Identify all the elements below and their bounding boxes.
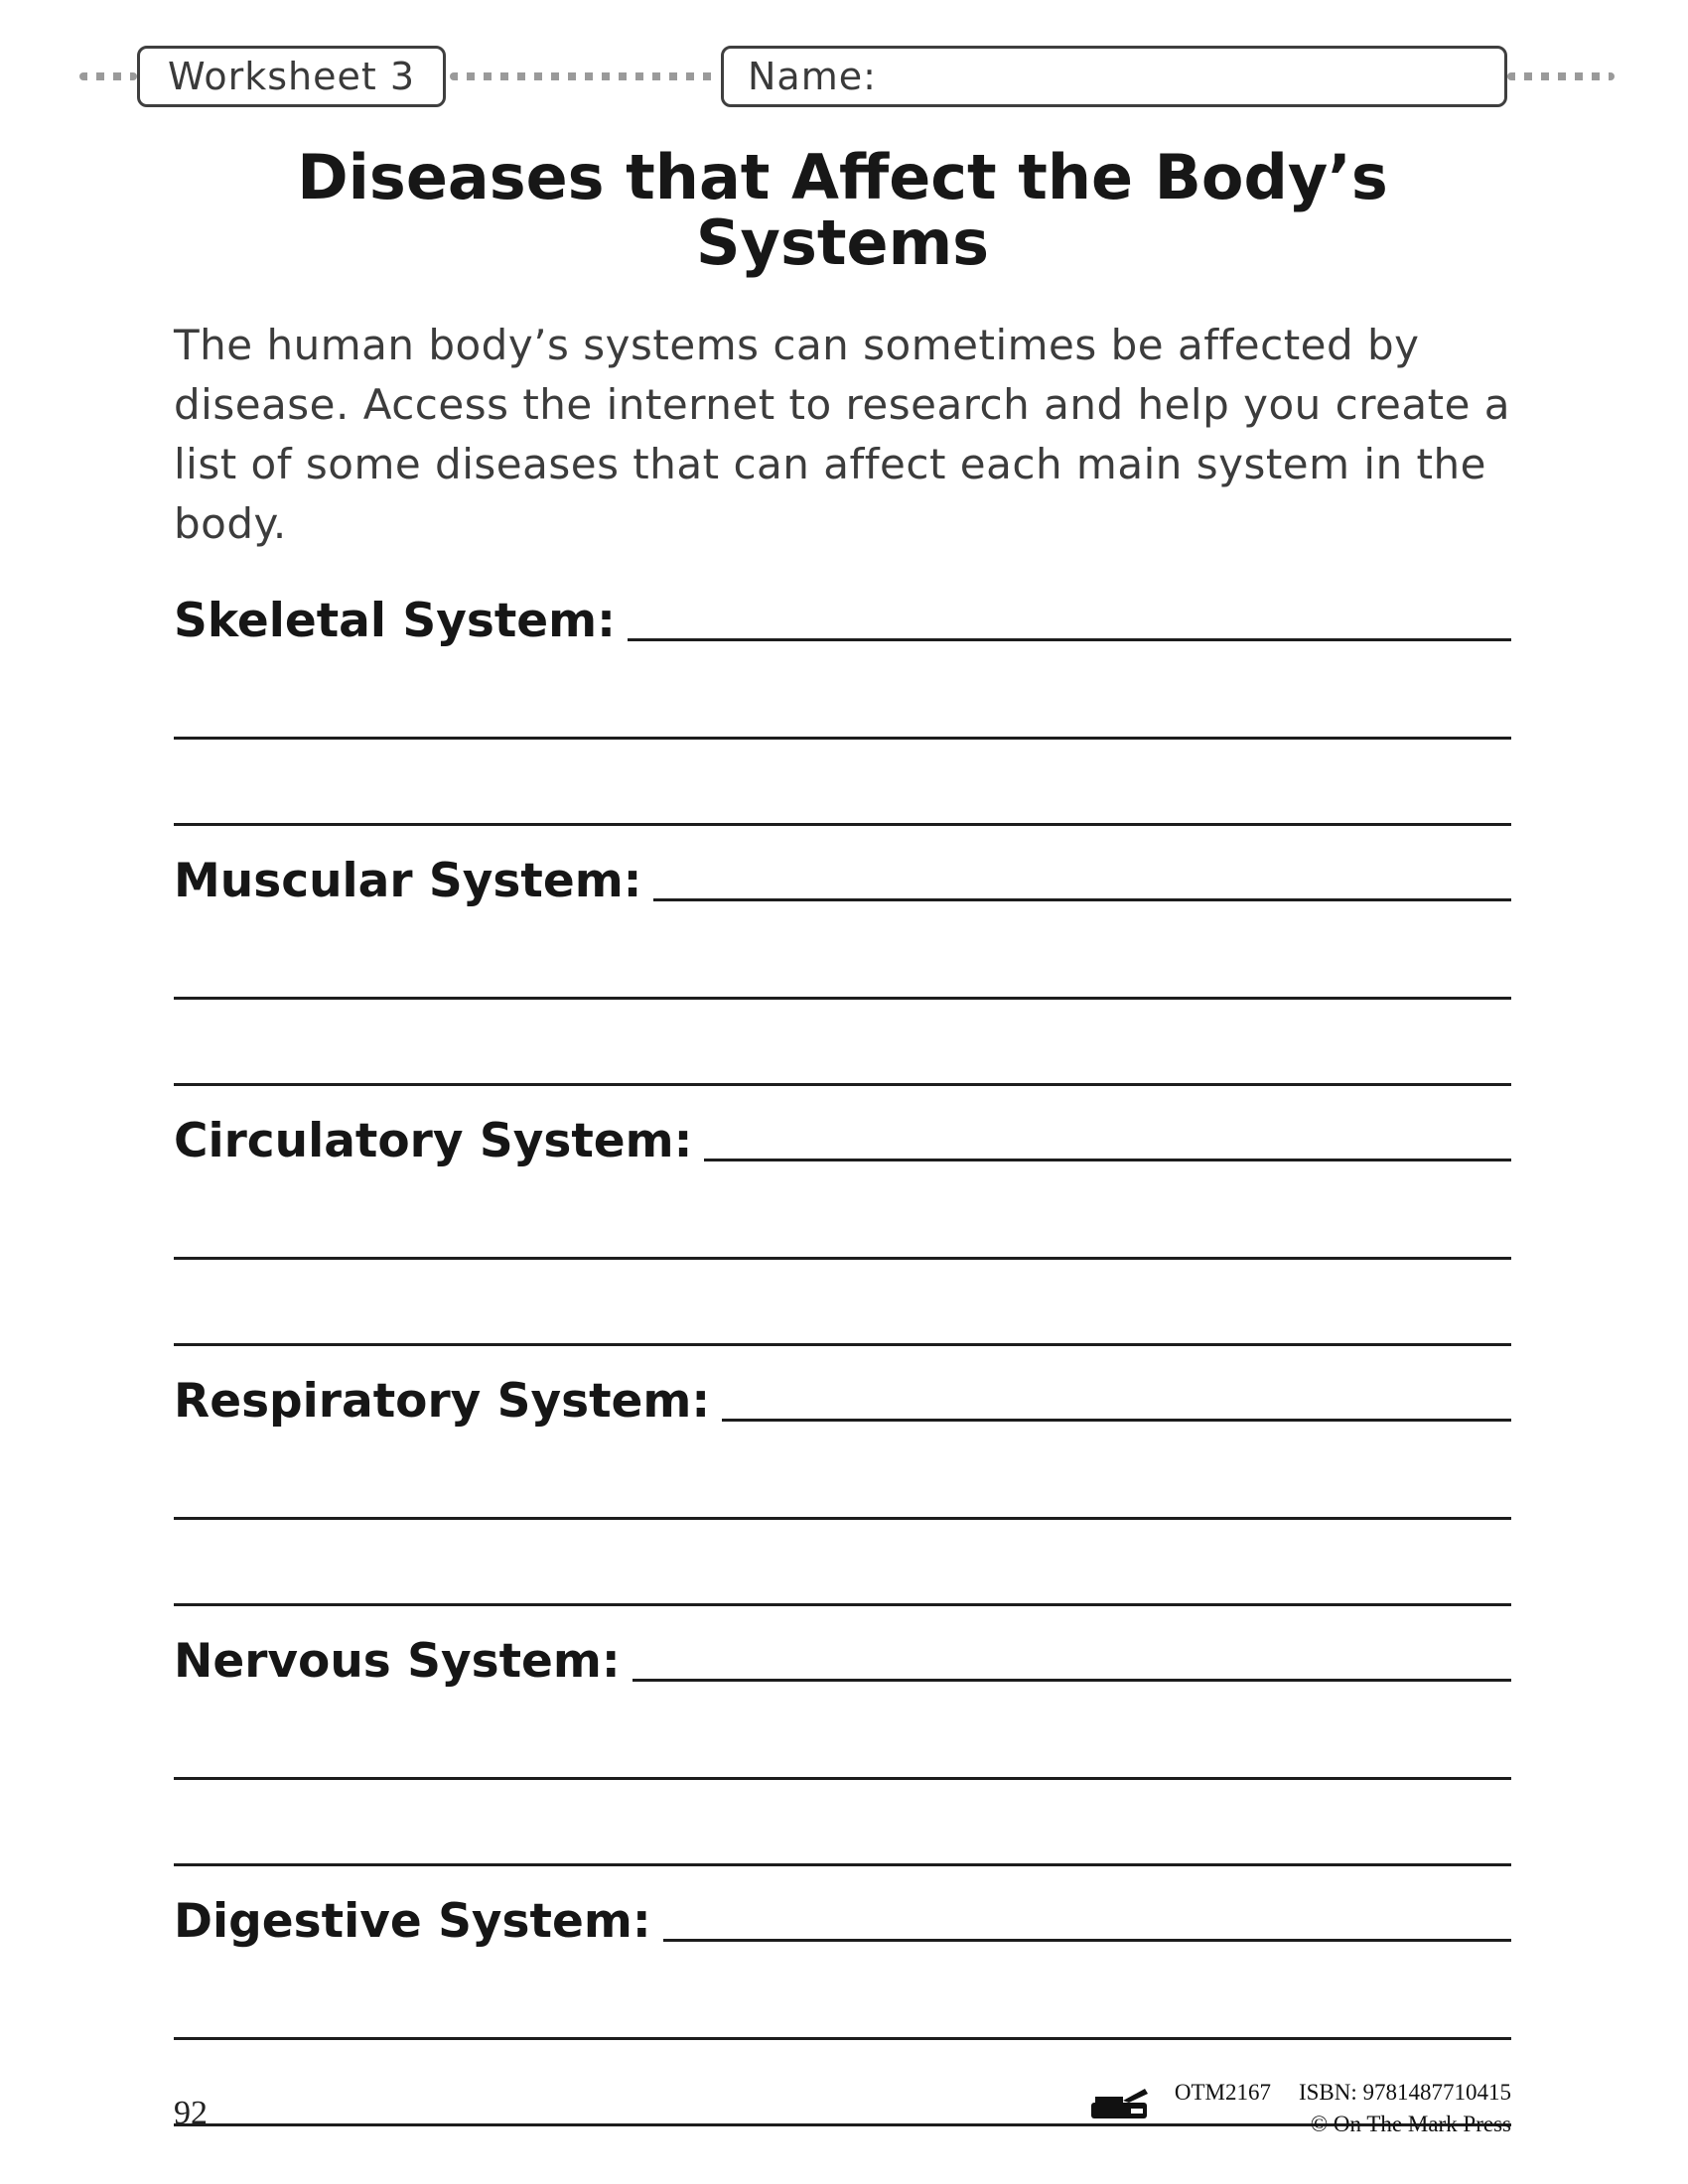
section-label: Muscular System: xyxy=(174,854,642,908)
answer-line xyxy=(663,1939,1511,1942)
answer-line xyxy=(174,1430,1511,1520)
answer-line xyxy=(174,1520,1511,1606)
copier-icon xyxy=(1089,2083,1153,2126)
answer-line xyxy=(722,1419,1511,1422)
copyright: © On The Mark Press xyxy=(1310,2112,1511,2136)
isbn: ISBN: 9781487710415 xyxy=(1298,2080,1511,2105)
publisher-block xyxy=(1089,2077,1511,2140)
dotted-divider-middle xyxy=(450,72,717,80)
dotted-divider-left xyxy=(79,72,137,80)
section-skeletal xyxy=(174,594,1511,826)
worksheet-content xyxy=(0,141,1688,2126)
section-label: Digestive System: xyxy=(174,1894,651,1949)
section-label: Nervous System: xyxy=(174,1634,621,1689)
name-box xyxy=(721,46,1507,107)
answer-line xyxy=(174,1780,1511,1866)
answer-line xyxy=(704,1159,1511,1161)
dotted-divider-right xyxy=(1507,72,1615,80)
worksheet-number-box xyxy=(137,46,446,107)
worksheet-number-label: Worksheet 3 xyxy=(168,55,416,98)
section-label: Skeletal System: xyxy=(174,594,616,648)
answer-line xyxy=(653,898,1511,901)
answer-line xyxy=(174,1690,1511,1780)
instructions-paragraph: The human body’s systems can sometimes be affected by disease. Access the internet to research and help you create a list of some diseases that can affect each main system in the body. xyxy=(174,321,1511,548)
publisher-texts xyxy=(1175,2077,1511,2140)
product-code: OTM2167 xyxy=(1174,2080,1271,2105)
name-label: Name: xyxy=(748,55,877,98)
answer-line xyxy=(633,1679,1511,1682)
page-header xyxy=(79,46,1615,107)
section-circulatory xyxy=(174,1114,1511,1346)
answer-line xyxy=(628,638,1511,641)
answer-line xyxy=(174,909,1511,1000)
page-title: Diseases that Affect the Body’s Systems xyxy=(297,141,1388,279)
answer-line xyxy=(174,740,1511,826)
section-label: Circulatory System: xyxy=(174,1114,693,1168)
section-nervous xyxy=(174,1634,1511,1866)
section-label: Respiratory System: xyxy=(174,1374,711,1429)
answer-line xyxy=(174,1260,1511,1346)
section-respiratory xyxy=(174,1374,1511,1606)
answer-line xyxy=(174,649,1511,740)
page-number: 92 xyxy=(174,2095,208,2131)
answer-line xyxy=(174,1000,1511,1086)
answer-line xyxy=(174,1169,1511,1260)
section-muscular xyxy=(174,854,1511,1086)
answer-line xyxy=(174,1950,1511,2040)
